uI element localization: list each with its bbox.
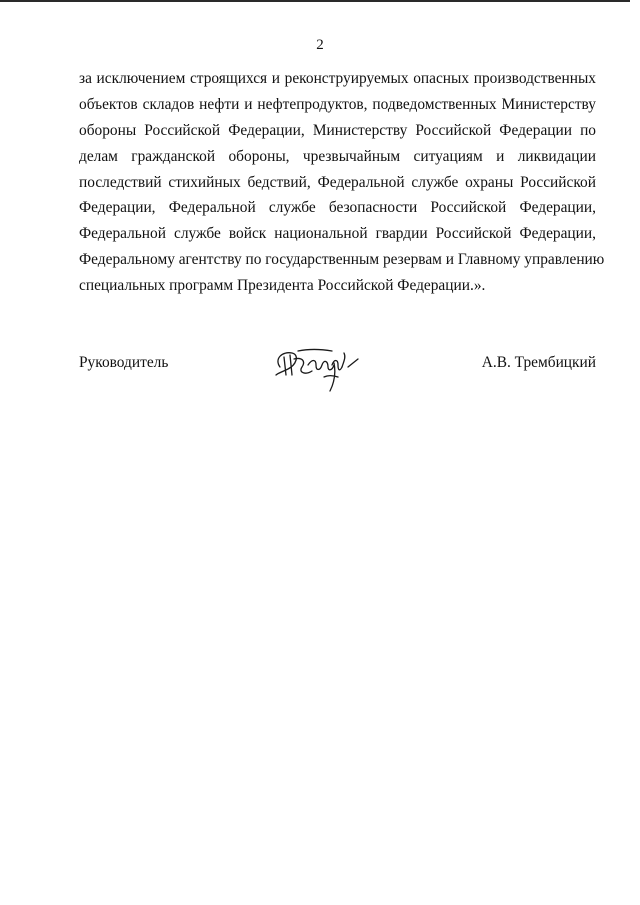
body-line: специальных программ Президента Российской Федерации.». <box>79 277 486 295</box>
body-line: объектов складов нефти и нефтепродуктов, подведомственных Министерству <box>79 95 596 113</box>
body-paragraph <box>79 66 605 299</box>
page-number: 2 <box>316 37 324 53</box>
page-top-border <box>0 0 630 2</box>
signer-name: А.В. Трембицкий <box>481 354 596 371</box>
handwritten-signature <box>268 345 368 395</box>
body-line: Федеральной службе войск национальной гвардии Российской Федерации, <box>79 225 596 243</box>
signature-block <box>79 354 596 404</box>
body-line: делам гражданской обороны, чрезвычайным ситуациям и ликвидации <box>79 147 596 165</box>
body-line: за исключением строящихся и реконструируемых опасных производственных <box>79 70 596 87</box>
body-line: Федерации, Федеральной службе безопасности Российской Федерации, <box>79 199 596 217</box>
body-line: Федеральному агентству по государственным резервам и Главному управлению <box>79 251 605 269</box>
signer-title: Руководитель <box>79 354 169 371</box>
body-line: обороны Российской Федерации, Министерству Российской Федерации по <box>79 121 596 139</box>
body-line: последствий стихийных бедствий, Федеральной службе охраны Российской <box>79 173 596 191</box>
